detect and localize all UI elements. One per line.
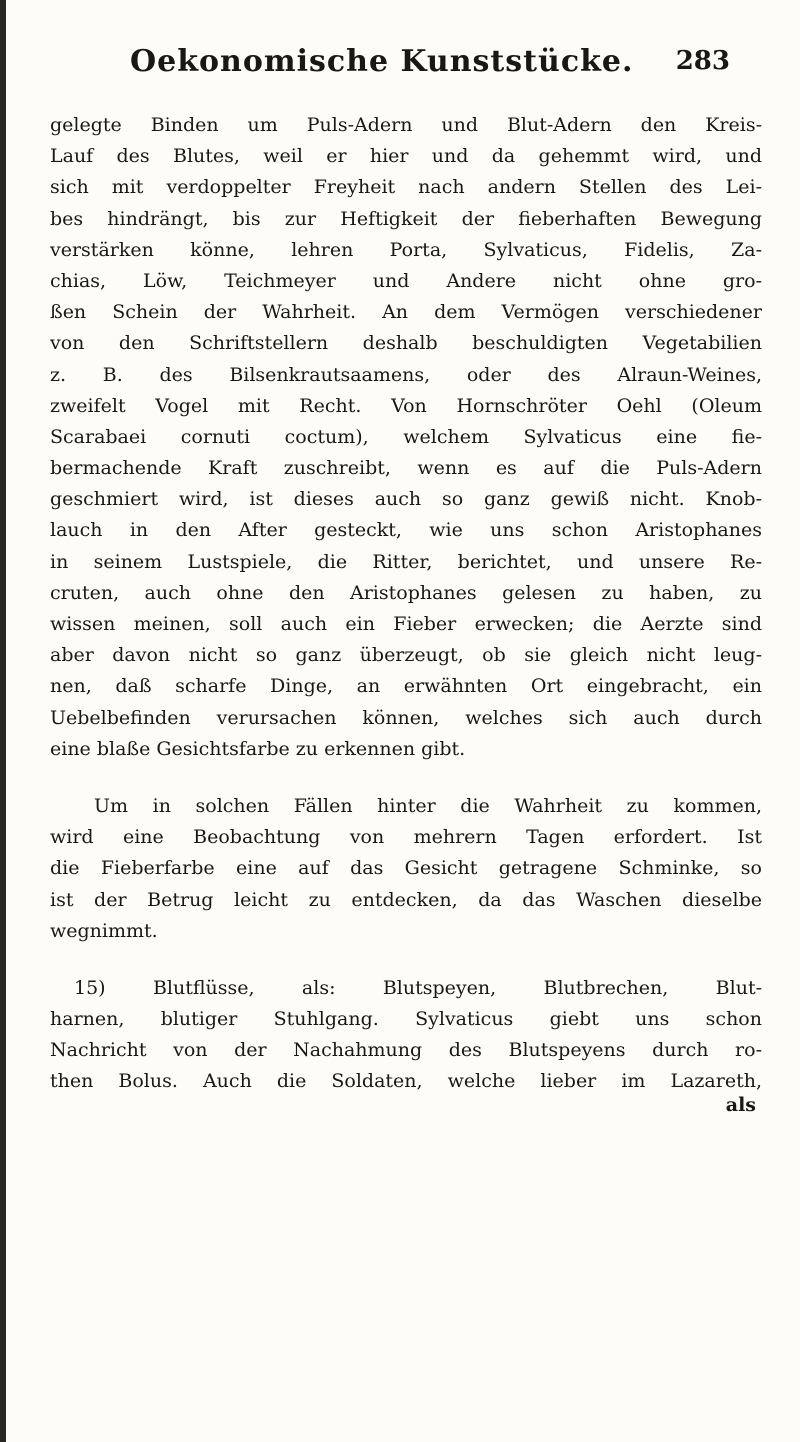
text-line: gelegte Binden um Puls-Adern und Blut-Adern den Kreis- [50, 114, 762, 136]
paragraph-2 [50, 791, 762, 947]
paragraph-3 [50, 973, 762, 1098]
text-line: harnen, blutiger Stuhlgang. Sylvaticus giebt uns schon [50, 1008, 762, 1031]
text-line: bermachende Kraft zuschreibt, wenn es auf die Puls-Adern [50, 457, 762, 480]
paragraph-gap [50, 765, 762, 791]
text-line: zweifelt Vogel mit Recht. Von Hornschröter Oehl (Oleum [50, 394, 762, 417]
text-line: wegnimmt. [50, 919, 158, 942]
page-gutter-edge [0, 0, 6, 1442]
body-text [50, 110, 762, 1098]
text-line: then Bolus. Auch die Soldaten, welche lieber im Lazareth, [50, 1070, 762, 1093]
text-line: 15) Blutflüsse, als: Blutspeyen, Blutbrechen, Blut- [74, 976, 762, 999]
text-line: z. B. des Bilsenkrautsaamens, oder des Alraun-Weines, [50, 363, 762, 386]
text-line: chias, Löw, Teichmeyer und Andere nicht ohne gro- [50, 269, 762, 292]
text-line: wissen meinen, soll auch ein Fieber erwecken; die Aerzte sind [50, 613, 762, 635]
running-head: Oekonomische Kunststücke. [130, 44, 634, 79]
text-line: die Fieberfarbe eine auf das Gesicht getragene Schminke, so [50, 857, 762, 880]
text-line: geschmiert wird, ist dieses auch so ganz gewiß nicht. Knob- [50, 488, 762, 511]
catchword: als [725, 1094, 756, 1116]
text-line: Scarabaei cornuti coctum), welchem Sylvaticus eine fie- [50, 425, 762, 448]
text-line: nen, daß scharfe Dinge, an erwähnten Ort eingebracht, ein [50, 675, 762, 698]
text-line: von den Schriftstellern deshalb beschuldigten Vegetabilien [50, 332, 762, 355]
text-line: Uebelbefinden verursachen können, welches sich auch durch [50, 706, 762, 729]
page-number: 283 [675, 46, 730, 76]
text-line: wird eine Beobachtung von mehrern Tagen erfordert. Ist [50, 826, 762, 849]
text-line: aber davon nicht so ganz überzeugt, ob sie gleich nicht leug- [50, 644, 762, 667]
text-line: bes hindrängt, bis zur Heftigkeit der fieberhaften Bewegung [50, 207, 762, 230]
text-line: eine blaße Gesichtsfarbe zu erkennen gibt. [50, 737, 466, 760]
text-line: lauch in den After gesteckt, wie uns schon Aristophanes [50, 519, 762, 542]
paragraph-1 [50, 110, 762, 765]
text-line: Lauf des Blutes, weil er hier und da gehemmt wird, und [50, 145, 762, 168]
text-line: Um in solchen Fällen hinter die Wahrheit zu kommen, [94, 794, 762, 817]
text-line: sich mit verdoppelter Freyheit nach andern Stellen des Lei- [50, 176, 762, 199]
text-line: Nachricht von der Nachahmung des Blutspeyens durch ro- [50, 1039, 762, 1062]
text-line: ßen Schein der Wahrheit. An dem Vermögen verschiedener [50, 301, 762, 324]
page-header [130, 44, 730, 84]
paragraph-gap [50, 947, 762, 973]
text-line: ist der Betrug leicht zu entdecken, da das Waschen dieselbe [50, 888, 762, 911]
text-line: cruten, auch ohne den Aristophanes gelesen zu haben, zu [50, 581, 762, 604]
text-line: in seinem Lustspiele, die Ritter, berichtet, und unsere Re- [50, 550, 762, 573]
text-line: verstärken könne, lehren Porta, Sylvaticus, Fidelis, Za- [50, 238, 762, 261]
